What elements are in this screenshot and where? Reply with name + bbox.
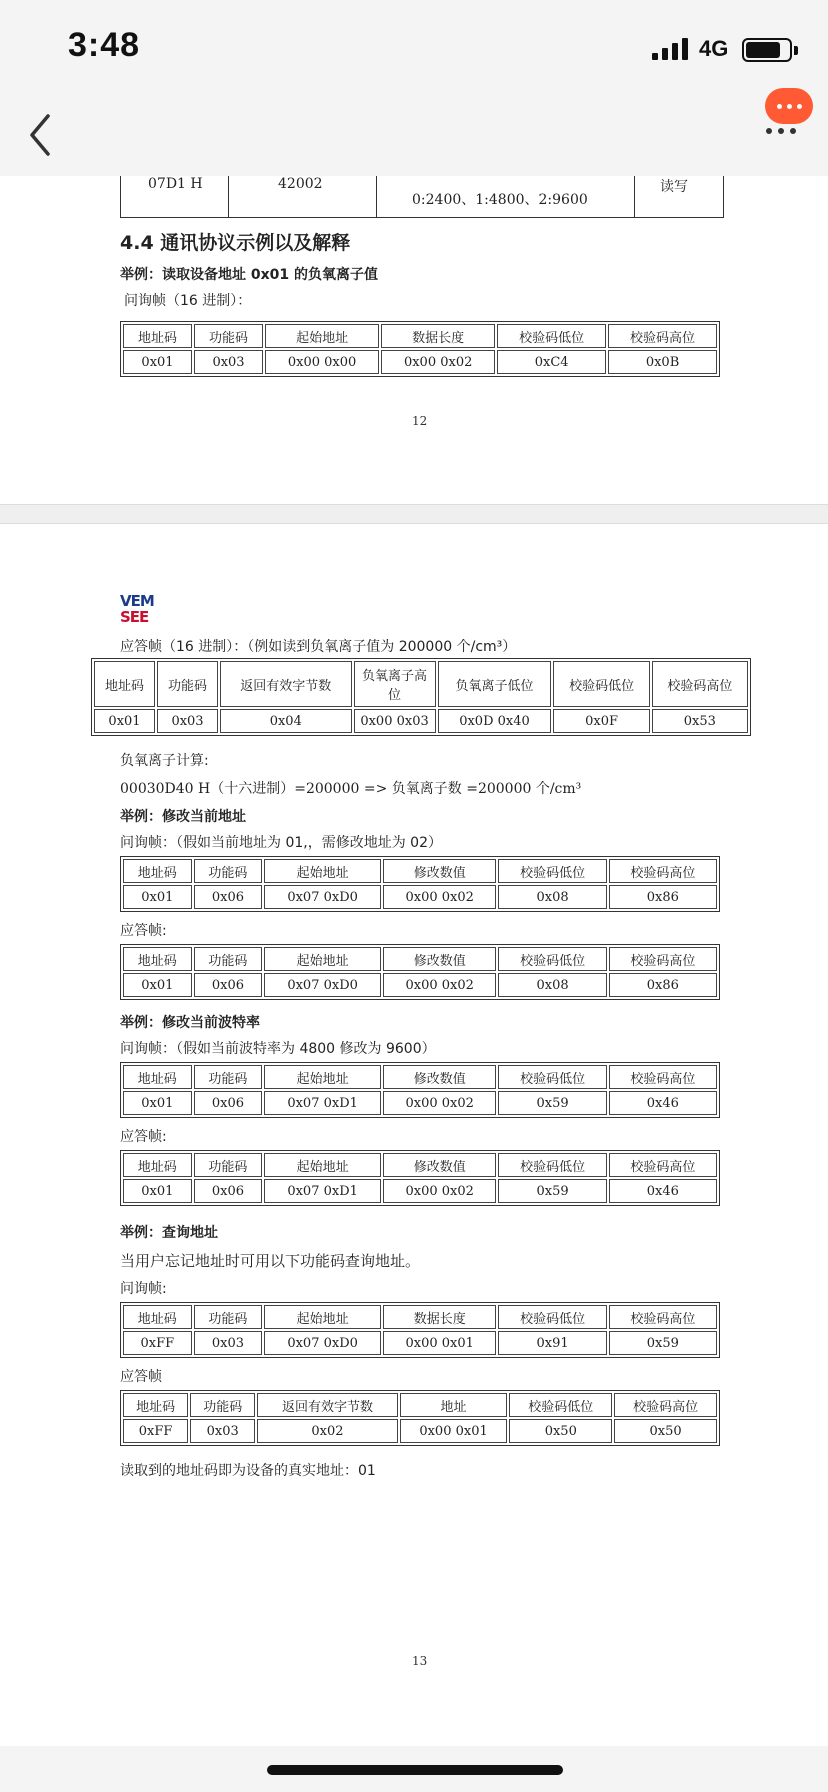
table-cell: 0x07 0xD0 <box>264 885 381 909</box>
table-header-cell: 校验码低位 <box>498 1305 606 1329</box>
table-cell: 0x07 0xD1 <box>264 1091 381 1115</box>
table-cell: 0xFF <box>123 1331 192 1355</box>
table-header-cell: 起始地址 <box>264 947 381 971</box>
table-header-cell: 修改数值 <box>383 947 496 971</box>
table-header-cell: 返回有效字节数 <box>220 661 352 707</box>
home-indicator[interactable] <box>267 1765 563 1775</box>
table-header-cell: 校验码高位 <box>609 947 717 971</box>
battery-icon <box>742 38 792 62</box>
table-header-cell: 校验码低位 <box>498 947 606 971</box>
response-frame-table <box>91 658 751 736</box>
query-frame-table <box>120 856 720 912</box>
table-header-cell: 起始地址 <box>264 1153 381 1177</box>
table-row <box>123 885 717 909</box>
section-title: 4.4 通讯协议示例以及解释 <box>120 232 351 254</box>
table-cell: 0x00 0x02 <box>383 885 496 909</box>
table-header-cell: 校验码高位 <box>609 1065 717 1089</box>
table-cell: 0x06 <box>194 973 263 997</box>
table-cell: 0x01 <box>123 350 192 374</box>
table-cell: 0x59 <box>498 1091 606 1115</box>
page-number: 13 <box>412 1654 428 1668</box>
table-header-cell: 起始地址 <box>265 324 379 348</box>
table-cell: 0x0F <box>553 709 649 733</box>
table-row <box>94 709 748 733</box>
table-cell: 0xFF <box>123 1419 188 1443</box>
table-cell: 0x04 <box>220 709 352 733</box>
table-cell: 0x00 0x03 <box>354 709 436 733</box>
table-header-cell: 功能码 <box>194 1153 263 1177</box>
table-header-cell: 功能码 <box>194 324 263 348</box>
table-row <box>123 1179 717 1203</box>
table-header-cell: 校验码高位 <box>614 1393 717 1417</box>
table-header-cell: 修改数值 <box>383 859 496 883</box>
table-header-cell: 校验码低位 <box>498 1153 606 1177</box>
nav-bar <box>0 100 828 176</box>
example-title: 举例：读取设备地址 0x01 的负氧离子值 <box>120 267 379 283</box>
table-header-cell: 校验码高位 <box>609 859 717 883</box>
chat-bubble-button[interactable] <box>765 88 813 124</box>
table-header-cell: 地址码 <box>123 1065 192 1089</box>
table-cell: 0x59 <box>609 1331 717 1355</box>
table-cell: 0x03 <box>194 350 263 374</box>
table-cell: 0x00 0x00 <box>265 350 379 374</box>
table-header-cell: 功能码 <box>194 859 263 883</box>
table-header-cell: 起始地址 <box>264 1305 381 1329</box>
document-page-12 <box>0 176 828 504</box>
table-header-cell: 校验码高位 <box>608 324 717 348</box>
table-header-cell: 校验码低位 <box>509 1393 612 1417</box>
response-label: 应答帧: <box>120 923 167 939</box>
query-frame-table <box>120 1062 720 1118</box>
table-cell: 0x01 <box>123 973 192 997</box>
table-cell: 0x00 0x02 <box>383 1091 496 1115</box>
table-header-cell: 数据长度 <box>383 1305 496 1329</box>
network-type: 4G <box>699 36 729 61</box>
table-header-cell: 功能码 <box>190 1393 255 1417</box>
table-row <box>123 350 717 374</box>
table-row <box>123 973 717 997</box>
table-header-row <box>123 1393 717 1417</box>
table-header-cell: 修改数值 <box>383 1153 496 1177</box>
table-cell: 0x53 <box>652 709 748 733</box>
example-title: 举例：修改当前地址 <box>120 809 246 825</box>
table-cell: 0x46 <box>609 1091 717 1115</box>
vemsee-logo: VEM SEE <box>120 592 154 626</box>
query-label: 问询帧（16 进制）： <box>124 293 252 309</box>
more-menu-icon[interactable] <box>766 128 796 134</box>
table-cell: 0x07 0xD0 <box>264 1331 381 1355</box>
baud-note: 0:2400、1:4800、2:9600 <box>412 192 588 208</box>
table-cell: 0x0B <box>608 350 717 374</box>
table-cell: 0xC4 <box>497 350 606 374</box>
table-header-cell: 功能码 <box>194 1065 263 1089</box>
table-cell: 0x08 <box>498 885 606 909</box>
table-cell: 0x59 <box>498 1179 606 1203</box>
register-address: 07D1 H <box>148 176 203 192</box>
table-header-cell: 功能码 <box>157 661 218 707</box>
table-header-cell: 功能码 <box>194 1305 263 1329</box>
table-header-cell: 起始地址 <box>264 1065 381 1089</box>
example-title: 举例：查询地址 <box>120 1225 218 1241</box>
table-header-cell: 负氧离子低位 <box>438 661 552 707</box>
table-header-cell: 校验码高位 <box>652 661 748 707</box>
table-header-row <box>123 859 717 883</box>
query-frame-table <box>120 321 720 377</box>
table-cell: 0x06 <box>194 885 263 909</box>
table-header-row <box>123 1305 717 1329</box>
table-cell: 0x07 0xD1 <box>264 1179 381 1203</box>
table-header-row <box>123 1153 717 1177</box>
clock: 3:48 <box>68 26 141 64</box>
table-cell: 0x01 <box>123 1091 192 1115</box>
table-cell: 0x50 <box>614 1419 717 1443</box>
table-cell: 0x03 <box>157 709 218 733</box>
table-header-cell: 地址码 <box>123 1305 192 1329</box>
table-cell: 0x03 <box>194 1331 263 1355</box>
table-header-cell: 校验码低位 <box>497 324 606 348</box>
table-header-cell: 校验码高位 <box>609 1153 717 1177</box>
example-description: 当用户忘记地址时可用以下功能码查询地址。 <box>120 1252 421 1270</box>
table-header-cell: 地址码 <box>123 1153 192 1177</box>
document-page-13 <box>0 524 828 1746</box>
table-header-cell: 功能码 <box>194 947 263 971</box>
table-cell: 0x46 <box>609 1179 717 1203</box>
table-row <box>123 1419 717 1443</box>
table-cell: 0x00 0x02 <box>383 1179 496 1203</box>
query-label: 问询帧：（假如当前波特率为 4800 修改为 9600） <box>120 1041 436 1057</box>
table-header-cell: 地址码 <box>123 947 192 971</box>
status-bar <box>0 0 828 100</box>
calc-formula: 00030D40 H（十六进制）=200000 => 负氧离子数 =200000 个/cm³ <box>120 781 582 797</box>
example-title: 举例：修改当前波特率 <box>120 1015 260 1031</box>
page-number: 12 <box>412 414 428 428</box>
response-frame-table <box>120 1150 720 1206</box>
address-note: 读取到的地址码即为设备的真实地址：01 <box>120 1463 376 1479</box>
table-cell: 0x50 <box>509 1419 612 1443</box>
table-header-cell: 地址码 <box>94 661 155 707</box>
response-label: 应答帧（16 进制）：（例如读到负氧离子值为 200000 个/cm³） <box>120 639 517 655</box>
table-header-cell: 负氧离子高位 <box>354 661 436 707</box>
table-cell: 0x91 <box>498 1331 606 1355</box>
table-row <box>123 1091 717 1115</box>
table-header-row <box>123 947 717 971</box>
table-cell: 0x06 <box>194 1091 263 1115</box>
register-number: 42002 <box>278 176 323 192</box>
table-cell: 0x01 <box>94 709 155 733</box>
table-cell: 0x00 0x02 <box>383 973 496 997</box>
table-header-cell: 校验码低位 <box>498 859 606 883</box>
table-cell: 0x08 <box>498 973 606 997</box>
table-cell: 0x00 0x01 <box>383 1331 496 1355</box>
table-cell: 0x86 <box>609 973 717 997</box>
table-cell: 0x86 <box>609 885 717 909</box>
query-label: 问询帧：（假如当前地址为 01,，需修改地址为 02） <box>120 835 442 851</box>
table-header-cell: 地址码 <box>123 1393 188 1417</box>
table-cell: 0x00 0x01 <box>400 1419 508 1443</box>
page-gap <box>0 504 828 524</box>
response-label: 应答帧: <box>120 1129 167 1145</box>
calc-label: 负氧离子计算: <box>120 753 209 769</box>
table-header-cell: 校验码低位 <box>553 661 649 707</box>
table-header-cell: 校验码高位 <box>609 1305 717 1329</box>
table-header-cell: 地址码 <box>123 324 192 348</box>
table-cell: 0x00 0x02 <box>381 350 495 374</box>
table-header-row <box>94 661 748 707</box>
table-header-cell: 起始地址 <box>264 859 381 883</box>
battery-tip <box>794 46 798 55</box>
table-cell: 0x01 <box>123 1179 192 1203</box>
response-frame-table <box>120 944 720 1000</box>
register-rw: 读写 <box>660 179 688 195</box>
table-cell: 0x02 <box>257 1419 397 1443</box>
table-cell: 0x03 <box>190 1419 255 1443</box>
table-row <box>123 1331 717 1355</box>
table-header-cell: 修改数值 <box>383 1065 496 1089</box>
back-icon[interactable] <box>26 110 56 160</box>
response-label: 应答帧 <box>120 1369 162 1385</box>
table-header-cell: 返回有效字节数 <box>257 1393 397 1417</box>
table-header-cell: 地址码 <box>123 859 192 883</box>
signal-icon <box>652 38 692 60</box>
table-header-cell: 地址 <box>400 1393 508 1417</box>
query-label: 问询帧: <box>120 1281 167 1297</box>
table-header-row <box>123 324 717 348</box>
table-cell: 0x06 <box>194 1179 263 1203</box>
table-cell: 0x07 0xD0 <box>264 973 381 997</box>
table-header-cell: 校验码低位 <box>498 1065 606 1089</box>
query-frame-table <box>120 1302 720 1358</box>
response-frame-table <box>120 1390 720 1446</box>
table-cell: 0x01 <box>123 885 192 909</box>
table-header-row <box>123 1065 717 1089</box>
table-cell: 0x0D 0x40 <box>438 709 552 733</box>
table-header-cell: 数据长度 <box>381 324 495 348</box>
